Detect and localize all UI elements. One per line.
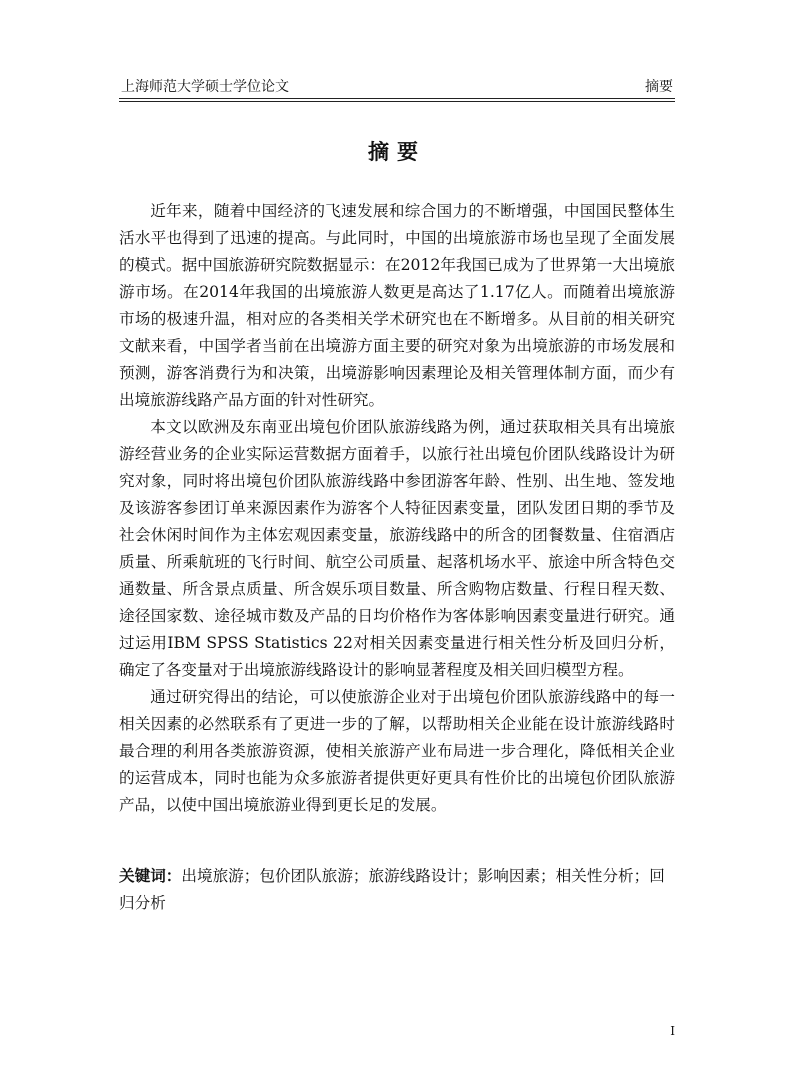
keywords-label: 关键词：: [119, 866, 182, 885]
page-number: I: [670, 1024, 675, 1038]
abstract-paragraph-2: 本文以欧洲及东南亚出境包价团队旅游线路为例，通过获取相关具有出境旅游经营业务的企业实际运营数据方面着手，以旅行社出境包价团队线路设计为研究对象，同时将出境包价团队旅游线路中参团游客年龄、性别、出生地、签发地及该游客参团订单来源因素作为游客个人特征因素变量，团队发团日期的季节及社会休闲时间作为主体宏观因素变量，旅游线路中的所含的团餐数量、住宿酒店质量、所乘航班的飞行时间、航空公司质量、起落机场水平、旅途中所含特色交通数量、所含景点质量、所含娱乐项目数量、所含购物店数量、行程日程天数、途径国家数、途径城市数及产品的日均价格作为客体影响因素变量进行研究。通过运用IBM SPSS Statistics 22对相关因素变量进行相关性分析及回归分析，确定了各变量对于出境旅游线路设计的影响显著程度及相关回归模型方程。: [119, 418, 675, 679]
keywords-block: [119, 862, 675, 917]
abstract-paragraph-3: 通过研究得出的结论，可以使旅游企业对于出境包价团队旅游线路中的每一相关因素的必然联系有了更进一步的了解，以帮助相关企业能在设计旅游线路时最合理的利用各类旅游资源，使相关旅游产业布局进一步合理化，降低相关企业的运营成本，同时也能为众多旅游者提供更好更具有性价比的出境包价团队旅游产品，以使中国出境旅游业得到更长足的发展。: [119, 688, 675, 814]
header-double-rule: [119, 101, 675, 102]
abstract-body: [119, 198, 675, 819]
abstract-paragraph-1: 近年来，随着中国经济的飞速发展和综合国力的不断增强，中国国民整体生活水平也得到了迅速的提高。与此同时，中国的出境旅游市场也呈现了全面发展的模式。据中国旅游研究院数据显示：在2012年我国已成为了世界第一大出境旅游市场。在2014年我国的出境旅游人数更是高达了1.17亿人。而随着出境旅游市场的极速升温，相对应的各类相关学术研究也在不断增多。从目前的相关研究文献来看，中国学者当前在出境游方面主要的研究对象为出境旅游的市场发展和预测，游客消费行为和决策，出境游影响因素理论及相关管理体制方面，而少有出境旅游线路产品方面的针对性研究。: [119, 202, 675, 409]
header-section-name: 摘要: [645, 79, 673, 95]
keywords-text: 出境旅游；包价团队旅游；旅游线路设计；影响因素；相关性分析；回归分析: [119, 867, 665, 912]
running-header: [119, 76, 675, 99]
abstract-title: 摘要: [368, 139, 426, 164]
header-thesis-name: 上海师范大学硕士学位论文: [121, 79, 289, 95]
